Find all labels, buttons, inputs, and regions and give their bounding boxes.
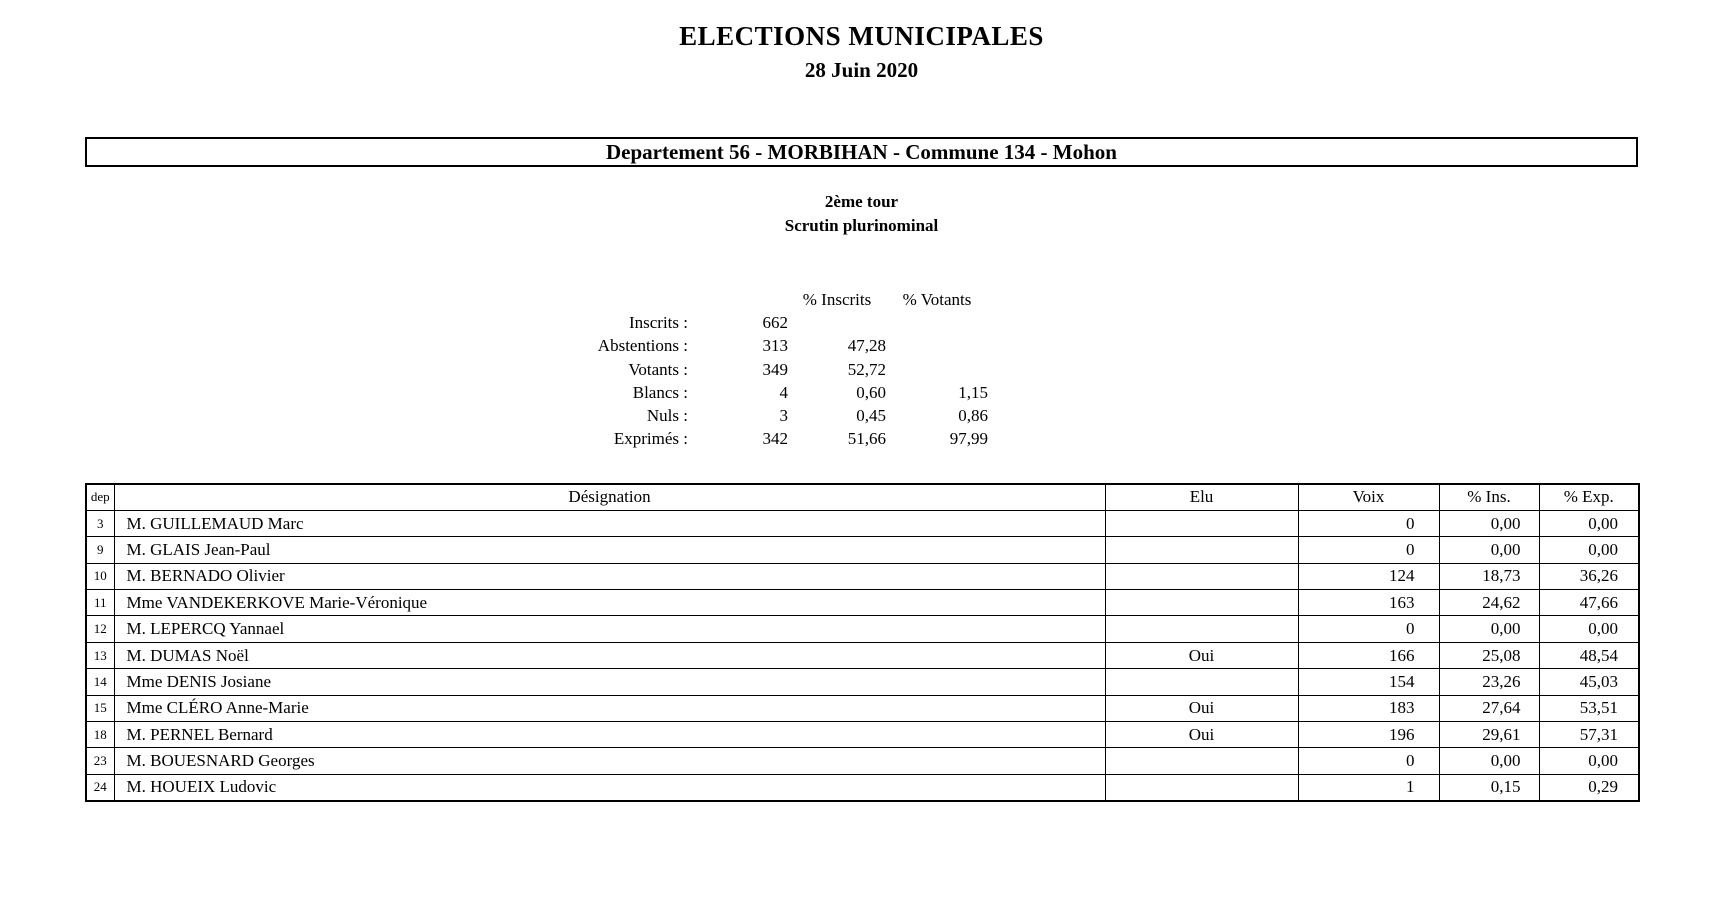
- candidate-voix: 166: [1298, 642, 1439, 668]
- candidate-dep: 11: [86, 590, 114, 616]
- candidate-elu: [1105, 616, 1298, 642]
- candidate-pct-exp: 0,00: [1539, 537, 1639, 563]
- candidate-pct-exp: 57,31: [1539, 722, 1639, 748]
- stats-pct-inscrits: 52,72: [847, 359, 886, 379]
- candidate-dep: 23: [86, 748, 114, 774]
- candidate-pct-exp: 0,00: [1539, 748, 1639, 774]
- candidate-elu: Oui: [1105, 722, 1298, 748]
- candidate-dep: 24: [86, 774, 114, 800]
- tour-block: [85, 190, 1638, 238]
- candidate-elu: [1105, 669, 1298, 695]
- stats-value: 313: [762, 336, 788, 356]
- stats-pct-inscrits: 0,60: [856, 382, 886, 402]
- scrutin-label: Scrutin plurinominal: [784, 216, 939, 235]
- candidate-elu: [1105, 510, 1298, 536]
- stats-label: Votants :: [628, 359, 688, 379]
- candidate-designation: M. DUMAS Noël: [114, 642, 1105, 668]
- candidate-dep: 18: [86, 722, 114, 748]
- candidate-row: [86, 590, 1639, 616]
- candidate-designation: M. GLAIS Jean-Paul: [114, 537, 1105, 563]
- candidate-pct-ins: 29,61: [1439, 722, 1539, 748]
- title-block: [85, 22, 1638, 83]
- results-table-head: [86, 484, 1639, 510]
- candidate-pct-exp: 36,26: [1539, 563, 1639, 589]
- candidate-pct-ins: 25,08: [1439, 642, 1539, 668]
- candidate-pct-ins: 18,73: [1439, 563, 1539, 589]
- candidate-pct-exp: 45,03: [1539, 669, 1639, 695]
- stats-row: [448, 404, 988, 427]
- stats-value: 342: [762, 429, 788, 449]
- candidate-row: [86, 537, 1639, 563]
- stats-value: 4: [779, 382, 788, 402]
- stats-row: [448, 358, 988, 381]
- stats-value: 662: [762, 312, 788, 332]
- results-header-row: [86, 484, 1639, 510]
- candidate-dep: 3: [86, 510, 114, 536]
- stats-label: Exprimés :: [613, 429, 688, 449]
- candidate-designation: M. BERNADO Olivier: [114, 563, 1105, 589]
- candidate-row: [86, 695, 1639, 721]
- candidate-voix: 163: [1298, 590, 1439, 616]
- candidate-voix: 0: [1298, 616, 1439, 642]
- candidate-designation: M. LEPERCQ Yannael: [114, 616, 1105, 642]
- tour-label: 2ème tour: [824, 192, 899, 211]
- candidate-designation: M. GUILLEMAUD Marc: [114, 510, 1105, 536]
- stats-row: [448, 335, 988, 358]
- candidate-designation: Mme DENIS Josiane: [114, 669, 1105, 695]
- stats-value: 3: [779, 406, 788, 426]
- candidate-dep: 13: [86, 642, 114, 668]
- stats-pct-votants: 1,15: [958, 382, 988, 402]
- candidate-pct-ins: 0,15: [1439, 774, 1539, 800]
- page-title: ELECTIONS MUNICIPALES: [679, 21, 1044, 51]
- candidate-designation: M. BOUESNARD Georges: [114, 748, 1105, 774]
- candidate-dep: 12: [86, 616, 114, 642]
- stats-pct-inscrits: 0,45: [856, 406, 886, 426]
- stats-header-spacer: [688, 288, 788, 311]
- candidate-voix: 183: [1298, 695, 1439, 721]
- stats-label: Blancs :: [632, 382, 688, 402]
- stats-row: [448, 381, 988, 404]
- candidate-pct-ins: 27,64: [1439, 695, 1539, 721]
- stats-value: 349: [762, 359, 788, 379]
- stats-pct-votants: [886, 311, 988, 334]
- stats-pct-votants: 0,86: [958, 406, 988, 426]
- candidate-voix: 154: [1298, 669, 1439, 695]
- stats-header-spacer: [448, 288, 688, 311]
- department-banner-text: Departement 56 - MORBIHAN - Commune 134 - Mohon: [606, 139, 1117, 164]
- stats-pct-votants: [886, 335, 988, 358]
- candidate-dep: 14: [86, 669, 114, 695]
- candidate-row: [86, 748, 1639, 774]
- stats-header-pct-inscrits: % Inscrits: [802, 289, 872, 309]
- stats-row: [448, 311, 988, 334]
- candidate-elu: [1105, 748, 1298, 774]
- candidate-pct-exp: 48,54: [1539, 642, 1639, 668]
- candidate-elu: [1105, 563, 1298, 589]
- candidate-row: [86, 616, 1639, 642]
- candidate-elu: [1105, 774, 1298, 800]
- candidate-voix: 0: [1298, 510, 1439, 536]
- candidate-voix: 0: [1298, 537, 1439, 563]
- candidate-row: [86, 510, 1639, 536]
- header-elu: Elu: [1105, 484, 1298, 510]
- candidate-pct-exp: 47,66: [1539, 590, 1639, 616]
- header-voix: Voix: [1298, 484, 1439, 510]
- candidate-pct-exp: 53,51: [1539, 695, 1639, 721]
- header-designation: Désignation: [114, 484, 1105, 510]
- candidate-elu: [1105, 590, 1298, 616]
- stats-pct-inscrits: [788, 311, 886, 334]
- candidate-elu: Oui: [1105, 642, 1298, 668]
- candidate-pct-ins: 23,26: [1439, 669, 1539, 695]
- candidate-voix: 196: [1298, 722, 1439, 748]
- candidate-elu: [1105, 537, 1298, 563]
- header-pct-ins: % Ins.: [1439, 484, 1539, 510]
- election-date: 28 Juin 2020: [804, 57, 919, 82]
- stats-label: Inscrits :: [628, 312, 688, 332]
- participation-stats-body: [448, 288, 988, 451]
- candidate-designation: Mme CLÉRO Anne-Marie: [114, 695, 1105, 721]
- header-dep: dep: [86, 484, 114, 510]
- candidate-pct-ins: 0,00: [1439, 537, 1539, 563]
- stats-label: Nuls :: [646, 406, 688, 426]
- stats-pct-inscrits: 47,28: [847, 336, 886, 356]
- candidate-row: [86, 774, 1639, 800]
- candidate-row: [86, 563, 1639, 589]
- candidate-dep: 9: [86, 537, 114, 563]
- candidate-designation: M. HOUEIX Ludovic: [114, 774, 1105, 800]
- candidate-dep: 10: [86, 563, 114, 589]
- candidate-pct-ins: 0,00: [1439, 510, 1539, 536]
- participation-stats: [448, 288, 988, 451]
- candidate-pct-ins: 0,00: [1439, 748, 1539, 774]
- candidate-designation: Mme VANDEKERKOVE Marie-Véronique: [114, 590, 1105, 616]
- candidate-row: [86, 722, 1639, 748]
- stats-pct-inscrits: 51,66: [847, 429, 886, 449]
- stats-header-row: [448, 288, 988, 311]
- stats-label: Abstentions :: [597, 336, 688, 356]
- department-banner: [85, 137, 1638, 167]
- results-table-body: [86, 510, 1639, 800]
- stats-row: [448, 428, 988, 451]
- candidate-dep: 15: [86, 695, 114, 721]
- candidate-pct-exp: 0,00: [1539, 510, 1639, 536]
- candidate-pct-ins: 24,62: [1439, 590, 1539, 616]
- candidate-voix: 1: [1298, 774, 1439, 800]
- candidate-pct-exp: 0,00: [1539, 616, 1639, 642]
- stats-header-pct-votants: % Votants: [902, 289, 972, 309]
- candidate-voix: 124: [1298, 563, 1439, 589]
- candidate-elu: Oui: [1105, 695, 1298, 721]
- candidate-pct-ins: 0,00: [1439, 616, 1539, 642]
- candidate-row: [86, 669, 1639, 695]
- candidate-designation: M. PERNEL Bernard: [114, 722, 1105, 748]
- candidate-voix: 0: [1298, 748, 1439, 774]
- candidate-pct-exp: 0,29: [1539, 774, 1639, 800]
- candidate-row: [86, 642, 1639, 668]
- results-table: [85, 483, 1640, 802]
- header-pct-exp: % Exp.: [1539, 484, 1639, 510]
- stats-pct-votants: [886, 358, 988, 381]
- stats-pct-votants: 97,99: [949, 429, 988, 449]
